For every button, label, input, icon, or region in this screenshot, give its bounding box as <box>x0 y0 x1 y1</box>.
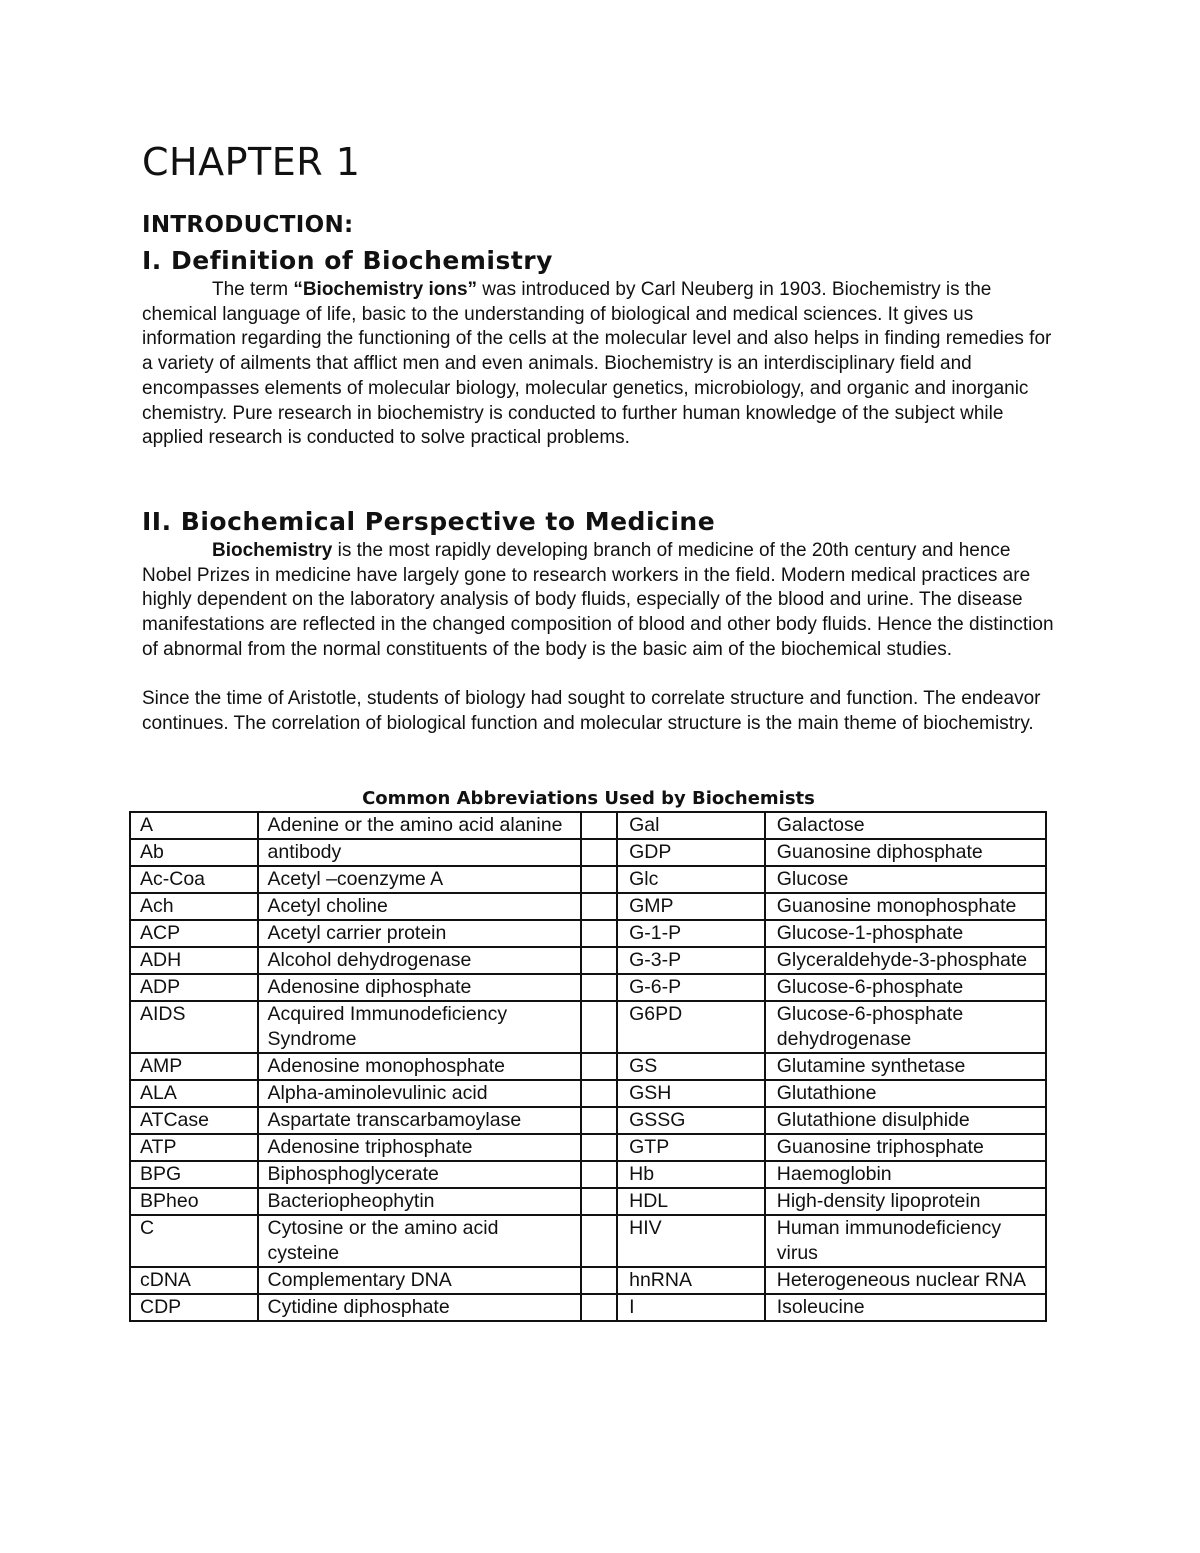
table-row <box>130 839 1046 866</box>
abbreviation-cell: CDP <box>130 1294 258 1321</box>
meaning-cell: Isoleucine <box>765 1294 1046 1321</box>
table-row <box>130 866 1046 893</box>
spacer-cell <box>581 1053 617 1080</box>
abbreviation-cell: Glc <box>617 866 765 893</box>
meaning-cell: Acetyl choline <box>258 893 581 920</box>
abbreviation-cell: C <box>130 1215 258 1267</box>
abbreviation-cell: AMP <box>130 1053 258 1080</box>
spacer-cell <box>581 1134 617 1161</box>
meaning-cell: Bacteriopheophytin <box>258 1188 581 1215</box>
meaning-cell: Adenosine diphosphate <box>258 974 581 1001</box>
section-1-bold-term: “Biochemistry ions” <box>293 279 478 300</box>
spacer-cell <box>581 1215 617 1267</box>
table-row <box>130 1188 1046 1215</box>
spacer-cell <box>581 812 617 839</box>
meaning-cell: Cytidine diphosphate <box>258 1294 581 1321</box>
table-row <box>130 1294 1046 1321</box>
abbreviation-cell: ATP <box>130 1134 258 1161</box>
abbreviation-cell: GMP <box>617 893 765 920</box>
abbreviation-cell: G-3-P <box>617 947 765 974</box>
table-row <box>130 1107 1046 1134</box>
abbreviation-cell: ADP <box>130 974 258 1001</box>
meaning-cell: Alpha-aminolevulinic acid <box>258 1080 581 1107</box>
abbreviation-cell: G6PD <box>617 1001 765 1053</box>
chapter-title: CHAPTER 1 <box>142 140 361 184</box>
abbreviation-cell: ACP <box>130 920 258 947</box>
section-2-heading: II. Biochemical Perspective to Medicine <box>142 507 716 536</box>
abbreviation-cell: GDP <box>617 839 765 866</box>
spacer-cell <box>581 920 617 947</box>
meaning-cell: Heterogeneous nuclear RNA <box>765 1267 1046 1294</box>
table-row <box>130 893 1046 920</box>
section-1-lead: The term <box>212 279 294 300</box>
table-row <box>130 1053 1046 1080</box>
spacer-cell <box>581 974 617 1001</box>
abbreviation-cell: HDL <box>617 1188 765 1215</box>
meaning-cell: Adenine or the amino acid alanine <box>258 812 581 839</box>
meaning-cell: Glucose-1-phosphate <box>765 920 1046 947</box>
abbreviation-cell: hnRNA <box>617 1267 765 1294</box>
table-row <box>130 1134 1046 1161</box>
spacer-cell <box>581 839 617 866</box>
abbreviation-cell: cDNA <box>130 1267 258 1294</box>
abbreviations-table-body <box>130 812 1046 1321</box>
spacer-cell <box>581 1294 617 1321</box>
abbreviation-cell: Ab <box>130 839 258 866</box>
table-row <box>130 974 1046 1001</box>
meaning-cell: Alcohol dehydrogenase <box>258 947 581 974</box>
meaning-cell: Guanosine triphosphate <box>765 1134 1046 1161</box>
meaning-cell: High-density lipoprotein <box>765 1188 1046 1215</box>
section-2-paragraph-2: Since the time of Aristotle, students of biology had sought to correlate structure and function. The endeavor continues. The correlation of biological function and molecular structure is the main theme of biochemistry. <box>142 688 1041 734</box>
meaning-cell: Haemoglobin <box>765 1161 1046 1188</box>
abbreviation-cell: G-1-P <box>617 920 765 947</box>
meaning-cell: Glucose-6-phosphate <box>765 974 1046 1001</box>
abbreviation-cell: Ach <box>130 893 258 920</box>
section-2-bold-term: Biochemistry <box>212 540 333 561</box>
table-row <box>130 1161 1046 1188</box>
spacer-cell <box>581 1267 617 1294</box>
section-1-heading: I. Definition of Biochemistry <box>142 246 553 275</box>
meaning-cell: Aspartate transcarbamoylase <box>258 1107 581 1134</box>
table-row <box>130 812 1046 839</box>
meaning-cell: Human immunodeficiency virus <box>765 1215 1046 1267</box>
table-row <box>130 1267 1046 1294</box>
meaning-cell: Galactose <box>765 812 1046 839</box>
abbreviation-cell: A <box>130 812 258 839</box>
abbreviation-cell: I <box>617 1294 765 1321</box>
meaning-cell: Glutathione disulphide <box>765 1107 1046 1134</box>
table-row <box>130 1080 1046 1107</box>
abbreviation-cell: ALA <box>130 1080 258 1107</box>
abbreviation-cell: GS <box>617 1053 765 1080</box>
abbreviation-cell: GTP <box>617 1134 765 1161</box>
section-1-paragraph <box>142 278 1062 451</box>
abbreviation-cell: BPG <box>130 1161 258 1188</box>
abbreviations-table <box>129 811 1047 1322</box>
table-row <box>130 1215 1046 1267</box>
table-caption: Common Abbreviations Used by Biochemists <box>362 788 815 809</box>
abbreviation-cell: Ac-Coa <box>130 866 258 893</box>
meaning-cell: Biphosphoglycerate <box>258 1161 581 1188</box>
meaning-cell: Acquired Immunodeficiency Syndrome <box>258 1001 581 1053</box>
spacer-cell <box>581 1001 617 1053</box>
spacer-cell <box>581 1080 617 1107</box>
meaning-cell: Guanosine monophosphate <box>765 893 1046 920</box>
meaning-cell: Glutamine synthetase <box>765 1053 1046 1080</box>
abbreviation-cell: BPheo <box>130 1188 258 1215</box>
abbreviation-cell: GSH <box>617 1080 765 1107</box>
abbreviation-cell: ADH <box>130 947 258 974</box>
spacer-cell <box>581 1161 617 1188</box>
table-row <box>130 1001 1046 1053</box>
abbreviation-cell: GSSG <box>617 1107 765 1134</box>
abbreviation-cell: Gal <box>617 812 765 839</box>
meaning-cell: Acetyl carrier protein <box>258 920 581 947</box>
spacer-cell <box>581 866 617 893</box>
spacer-cell <box>581 1107 617 1134</box>
abbreviation-cell: HIV <box>617 1215 765 1267</box>
abbreviation-cell: AIDS <box>130 1001 258 1053</box>
meaning-cell: Cytosine or the amino acid cysteine <box>258 1215 581 1267</box>
meaning-cell: Adenosine monophosphate <box>258 1053 581 1080</box>
meaning-cell: Adenosine triphosphate <box>258 1134 581 1161</box>
meaning-cell: Glyceraldehyde-3-phosphate <box>765 947 1046 974</box>
meaning-cell: Complementary DNA <box>258 1267 581 1294</box>
abbreviation-cell: Hb <box>617 1161 765 1188</box>
introduction-heading: INTRODUCTION: <box>142 212 354 238</box>
meaning-cell: Glucose <box>765 866 1046 893</box>
table-row <box>130 947 1046 974</box>
meaning-cell: antibody <box>258 839 581 866</box>
section-2-paragraph <box>142 539 1062 663</box>
section-2-body: is the most rapidly developing branch of medicine of the 20th century and hence Nobel Prizes in medicine have largely gone to research workers in the field. Modern medical practices are highly dependent on the laboratory analysis of body fluids, especially of the blood and urine. The disease manifestations are reflected in the changed composition of blood and other body fluids. Hence the distinction of abnormal from the normal constituents of the body is the basic aim of the biochemical studies. <box>142 540 1054 660</box>
spacer-cell <box>581 947 617 974</box>
meaning-cell: Acetyl –coenzyme A <box>258 866 581 893</box>
section-1-body: was introduced by Carl Neuberg in 1903. Biochemistry is the chemical language of life, basic to the understanding of biological and medical sciences. It gives us information regarding the functioning of the cells at the molecular level and also helps in finding remedies for a variety of ailments that afflict men and even animals. Biochemistry is an interdisciplinary field and encompasses elements of molecular biology, molecular genetics, microbiology, and organic and inorganic chemistry. Pure research in biochemistry is conducted to further human knowledge of the subject while applied research is conducted to solve practical problems. <box>142 279 1052 449</box>
meaning-cell: Glutathione <box>765 1080 1046 1107</box>
spacer-cell <box>581 1188 617 1215</box>
abbreviation-cell: ATCase <box>130 1107 258 1134</box>
abbreviation-cell: G-6-P <box>617 974 765 1001</box>
meaning-cell: Glucose-6-phosphate dehydrogenase <box>765 1001 1046 1053</box>
table-row <box>130 920 1046 947</box>
spacer-cell <box>581 893 617 920</box>
meaning-cell: Guanosine diphosphate <box>765 839 1046 866</box>
